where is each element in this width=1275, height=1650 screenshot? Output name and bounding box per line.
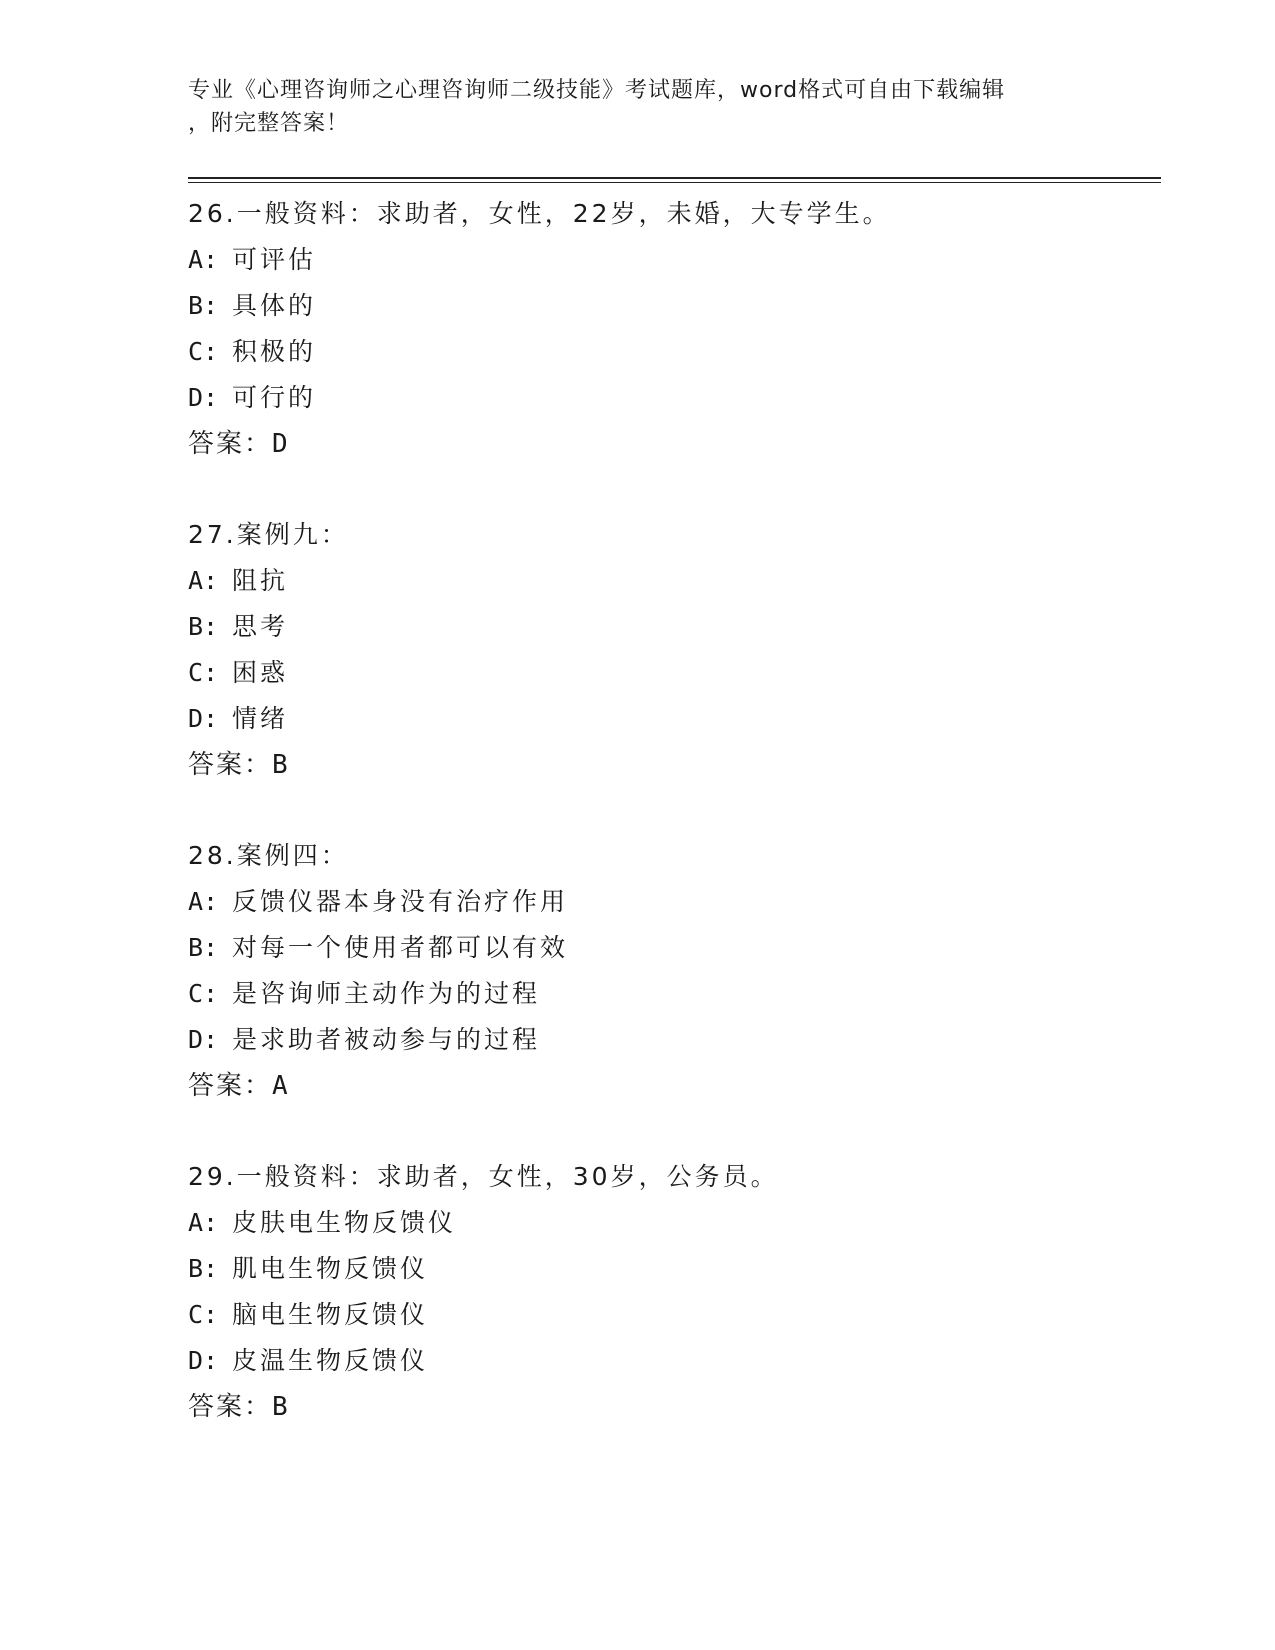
option-letter: D: <box>188 1346 219 1375</box>
option-letter: C: <box>188 1300 219 1329</box>
option-text: 反馈仪器本身没有治疗作用 <box>232 887 569 916</box>
option-letter: D: <box>188 704 219 733</box>
option-a <box>188 237 1148 283</box>
answer-line <box>188 421 1148 467</box>
answer-value: B <box>272 750 288 780</box>
answer-label: 答案： <box>188 750 273 780</box>
option-c <box>188 650 1148 696</box>
answer-label: 答案： <box>188 1071 273 1101</box>
option-text: 皮肤电生物反馈仪 <box>232 1208 457 1237</box>
option-letter: C: <box>188 658 219 687</box>
option-b <box>188 283 1148 329</box>
option-text: 思考 <box>232 612 289 641</box>
option-letter: C: <box>188 979 219 1008</box>
question-item <box>188 1154 1148 1430</box>
question-stem: 27.案例九： <box>188 520 349 549</box>
option-text: 困惑 <box>232 658 289 687</box>
option-b <box>188 1246 1148 1292</box>
option-d <box>188 696 1148 742</box>
answer-label: 答案： <box>188 1392 273 1422</box>
option-c <box>188 1292 1148 1338</box>
option-text: 是求助者被动参与的过程 <box>232 1025 541 1054</box>
option-text: 可评估 <box>232 245 317 274</box>
option-text: 对每一个使用者都可以有效 <box>232 933 569 962</box>
option-letter: A: <box>188 1208 219 1237</box>
question-stem: 28.案例四： <box>188 841 349 870</box>
question-list <box>188 191 1148 1475</box>
option-d <box>188 375 1148 421</box>
option-a <box>188 879 1148 925</box>
answer-label: 答案： <box>188 429 273 459</box>
option-d <box>188 1017 1148 1063</box>
question-item <box>188 512 1148 788</box>
answer-line <box>188 1063 1148 1109</box>
question-item <box>188 833 1148 1109</box>
option-text: 脑电生物反馈仪 <box>232 1300 429 1329</box>
answer-line <box>188 1384 1148 1430</box>
option-letter: A: <box>188 245 219 274</box>
option-c <box>188 329 1148 375</box>
option-letter: D: <box>188 383 219 412</box>
option-text: 肌电生物反馈仪 <box>232 1254 429 1283</box>
option-letter: A: <box>188 566 219 595</box>
answer-value: B <box>272 1392 288 1422</box>
question-item <box>188 191 1148 467</box>
option-letter: A: <box>188 887 219 916</box>
option-d <box>188 1338 1148 1384</box>
option-text: 积极的 <box>232 337 317 366</box>
option-text: 阻抗 <box>232 566 289 595</box>
option-text: 情绪 <box>232 704 289 733</box>
answer-value: A <box>272 1071 288 1101</box>
header-subtitle-line: ，附完整答案！ <box>188 111 350 136</box>
option-b <box>188 925 1148 971</box>
header-divider-thick <box>188 177 1161 179</box>
document-header <box>188 74 1088 140</box>
option-letter: C: <box>188 337 219 366</box>
option-text: 具体的 <box>232 291 317 320</box>
option-a <box>188 558 1148 604</box>
option-a <box>188 1200 1148 1246</box>
option-b <box>188 604 1148 650</box>
option-letter: D: <box>188 1025 219 1054</box>
option-letter: B: <box>188 291 219 320</box>
answer-value: D <box>272 429 288 459</box>
option-c <box>188 971 1148 1017</box>
option-text: 是咨询师主动作为的过程 <box>232 979 541 1008</box>
question-stem: 29.一般资料：求助者，女性，30岁，公务员。 <box>188 1162 779 1191</box>
option-text: 皮温生物反馈仪 <box>232 1346 429 1375</box>
option-letter: B: <box>188 1254 219 1283</box>
option-text: 可行的 <box>232 383 317 412</box>
header-title-line: 专业《心理咨询师之心理咨询师二级技能》考试题库，word格式可自由下载编辑 <box>188 78 1006 103</box>
header-divider-thin <box>188 182 1161 183</box>
option-letter: B: <box>188 612 219 641</box>
question-stem: 26.一般资料：求助者，女性，22岁，未婚，大专学生。 <box>188 199 891 228</box>
answer-line <box>188 742 1148 788</box>
option-letter: B: <box>188 933 219 962</box>
